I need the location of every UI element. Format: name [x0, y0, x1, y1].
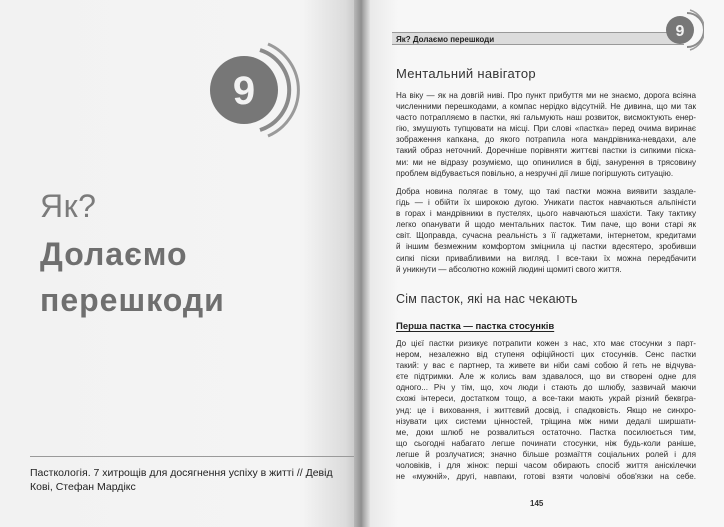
section-heading: Ментальний навігатор: [396, 66, 536, 81]
running-header: Як? Долаємо перешкоди: [392, 32, 684, 45]
paragraph-line: унд: це і виховання, і життєвий досвід, і спадковість. Якщо не синхро-: [396, 405, 696, 415]
paragraph-line: чоловіків, і для жінок: перші часом обирають спосіб життя аніскілечки: [396, 461, 696, 471]
paragraph-line: світ. Щоправда, сучасна реальність з її гаджетами, інтернетом, кредитами: [396, 231, 696, 241]
page-number: 145: [530, 499, 544, 508]
footer-rule: [30, 456, 356, 457]
chapter-title-question: Як?: [40, 188, 97, 224]
paragraph-line: Добра новина полягає в тому, що такі пастки можна виявити заздале-: [396, 187, 696, 196]
paragraph-line: в горах і мандрівники в пустелях, цього навчаються шахісти. Таку тактику: [396, 209, 696, 219]
paragraph-line: єте підтримки. Але ж колись вам здавалося, що ви створені одне для: [396, 372, 696, 382]
paragraph-line: такий: у вас є партнер, та живете ви ніби самі собою й геть не відчува-: [396, 361, 696, 371]
chapter-title-line-3: перешкоди: [40, 282, 225, 318]
first-trap-heading: Перша пастка — пастка стосунків: [396, 321, 555, 332]
paragraph-line: сипкі піски привабливими на вигляд. І все-таки їх можна передбачити: [396, 253, 696, 263]
chapter-title-line-2: Долаємо: [40, 236, 188, 272]
paragraph-line: проблем відбувається повільно, а незручні дії лише погіршують ситуацію.: [396, 168, 674, 178]
chapter-number: 9: [232, 69, 256, 113]
paragraph-line: гідь — і обійти їх широкою дугою. Уникати пасток навчаються альпіністи: [396, 198, 696, 208]
paragraph-line: часто потрапляємо в пастки, які гальмують наш розвиток, висмоктують енер-: [396, 113, 696, 123]
paragraph-line: нером, незалежно від ступеня офіційності цих стосунків. Сенс пастки: [396, 350, 696, 360]
paragraph-line: нізувати цих системи цінностей, тріщина між ними дедалі ширшати-: [396, 416, 696, 426]
paragraph-line: До цієї пастки ризикує потрапити кожен з нас, хто має стосунки з парт-: [396, 339, 696, 348]
paragraph-line: легко опанувати й щодо ментальних пасток. Тим паче, що вони старі як: [396, 220, 696, 230]
paragraph-line: численними перешкодами, а компас нерідко відсутній. Не дивина, що ми так: [396, 102, 696, 112]
book-citation: Пасткологія. 7 хитрощів для досягнення успіху в житті // Девід Кові, Стефан Мардікс: [30, 467, 333, 493]
book-gutter: [354, 0, 370, 527]
paragraph-line: ме, доки шлюб не розвалиться остаточно. Пастка посилюється тим,: [396, 427, 696, 437]
sub-heading: Сім пасток, які на нас чекають: [396, 292, 578, 306]
chapter-number-badge: [196, 38, 300, 142]
right-page: [370, 0, 724, 527]
paragraph-line: зображення капкана, до якого потрапила нога мандрівника-невдахи, але: [396, 135, 696, 145]
paragraph-2: [396, 186, 696, 275]
paragraph-line: одного... Річ у тім, що, хоч люди і стають до шлюбу, зазвичай маючи: [396, 383, 696, 393]
paragraph-line: ми: ми не відразу розуміємо, що опинилися в біді, занурення в трясовину: [396, 157, 696, 167]
paragraph-line: такий образ неточний. Доречніше порівняти життєві пастки із сипкими піска-: [396, 146, 696, 156]
paragraph-1: [396, 90, 696, 179]
paragraph-line: легше й розлучатися; значно більше розмаїття соціальних ролей і для: [396, 449, 696, 459]
small-chapter-number: 9: [675, 23, 685, 40]
paragraph-line: що сьогодні набагато легше починати стосунки, ніж будь-коли раніше,: [396, 438, 696, 448]
paragraph-3: [396, 338, 696, 482]
paragraph-line: й уникнути — абсолютно кожній людині щомиті свого життя.: [396, 264, 622, 274]
paragraph-line: На віку — як на довгій ниві. Про пункт прибуття ми не знаємо, дорога всіяна: [396, 91, 696, 100]
paragraph-line: схожі інтереси, достатком тощо, а все-таки мають украй різний беквгра-: [396, 394, 696, 404]
chapter-number-badge-small: [660, 8, 704, 52]
paragraph-line: не «мужній», другі, навпаки, готові взяти чоловічі обов'язки на себе.: [396, 472, 696, 482]
left-page: [0, 0, 356, 527]
paragraph-line: й іншим безмежним комфортом зміцнила ці пастки вдесятеро, зробивши: [396, 242, 696, 252]
paragraph-line: гію, змушують тупцювати на місці. При слові «пастка» перед очима виринає: [396, 124, 696, 134]
